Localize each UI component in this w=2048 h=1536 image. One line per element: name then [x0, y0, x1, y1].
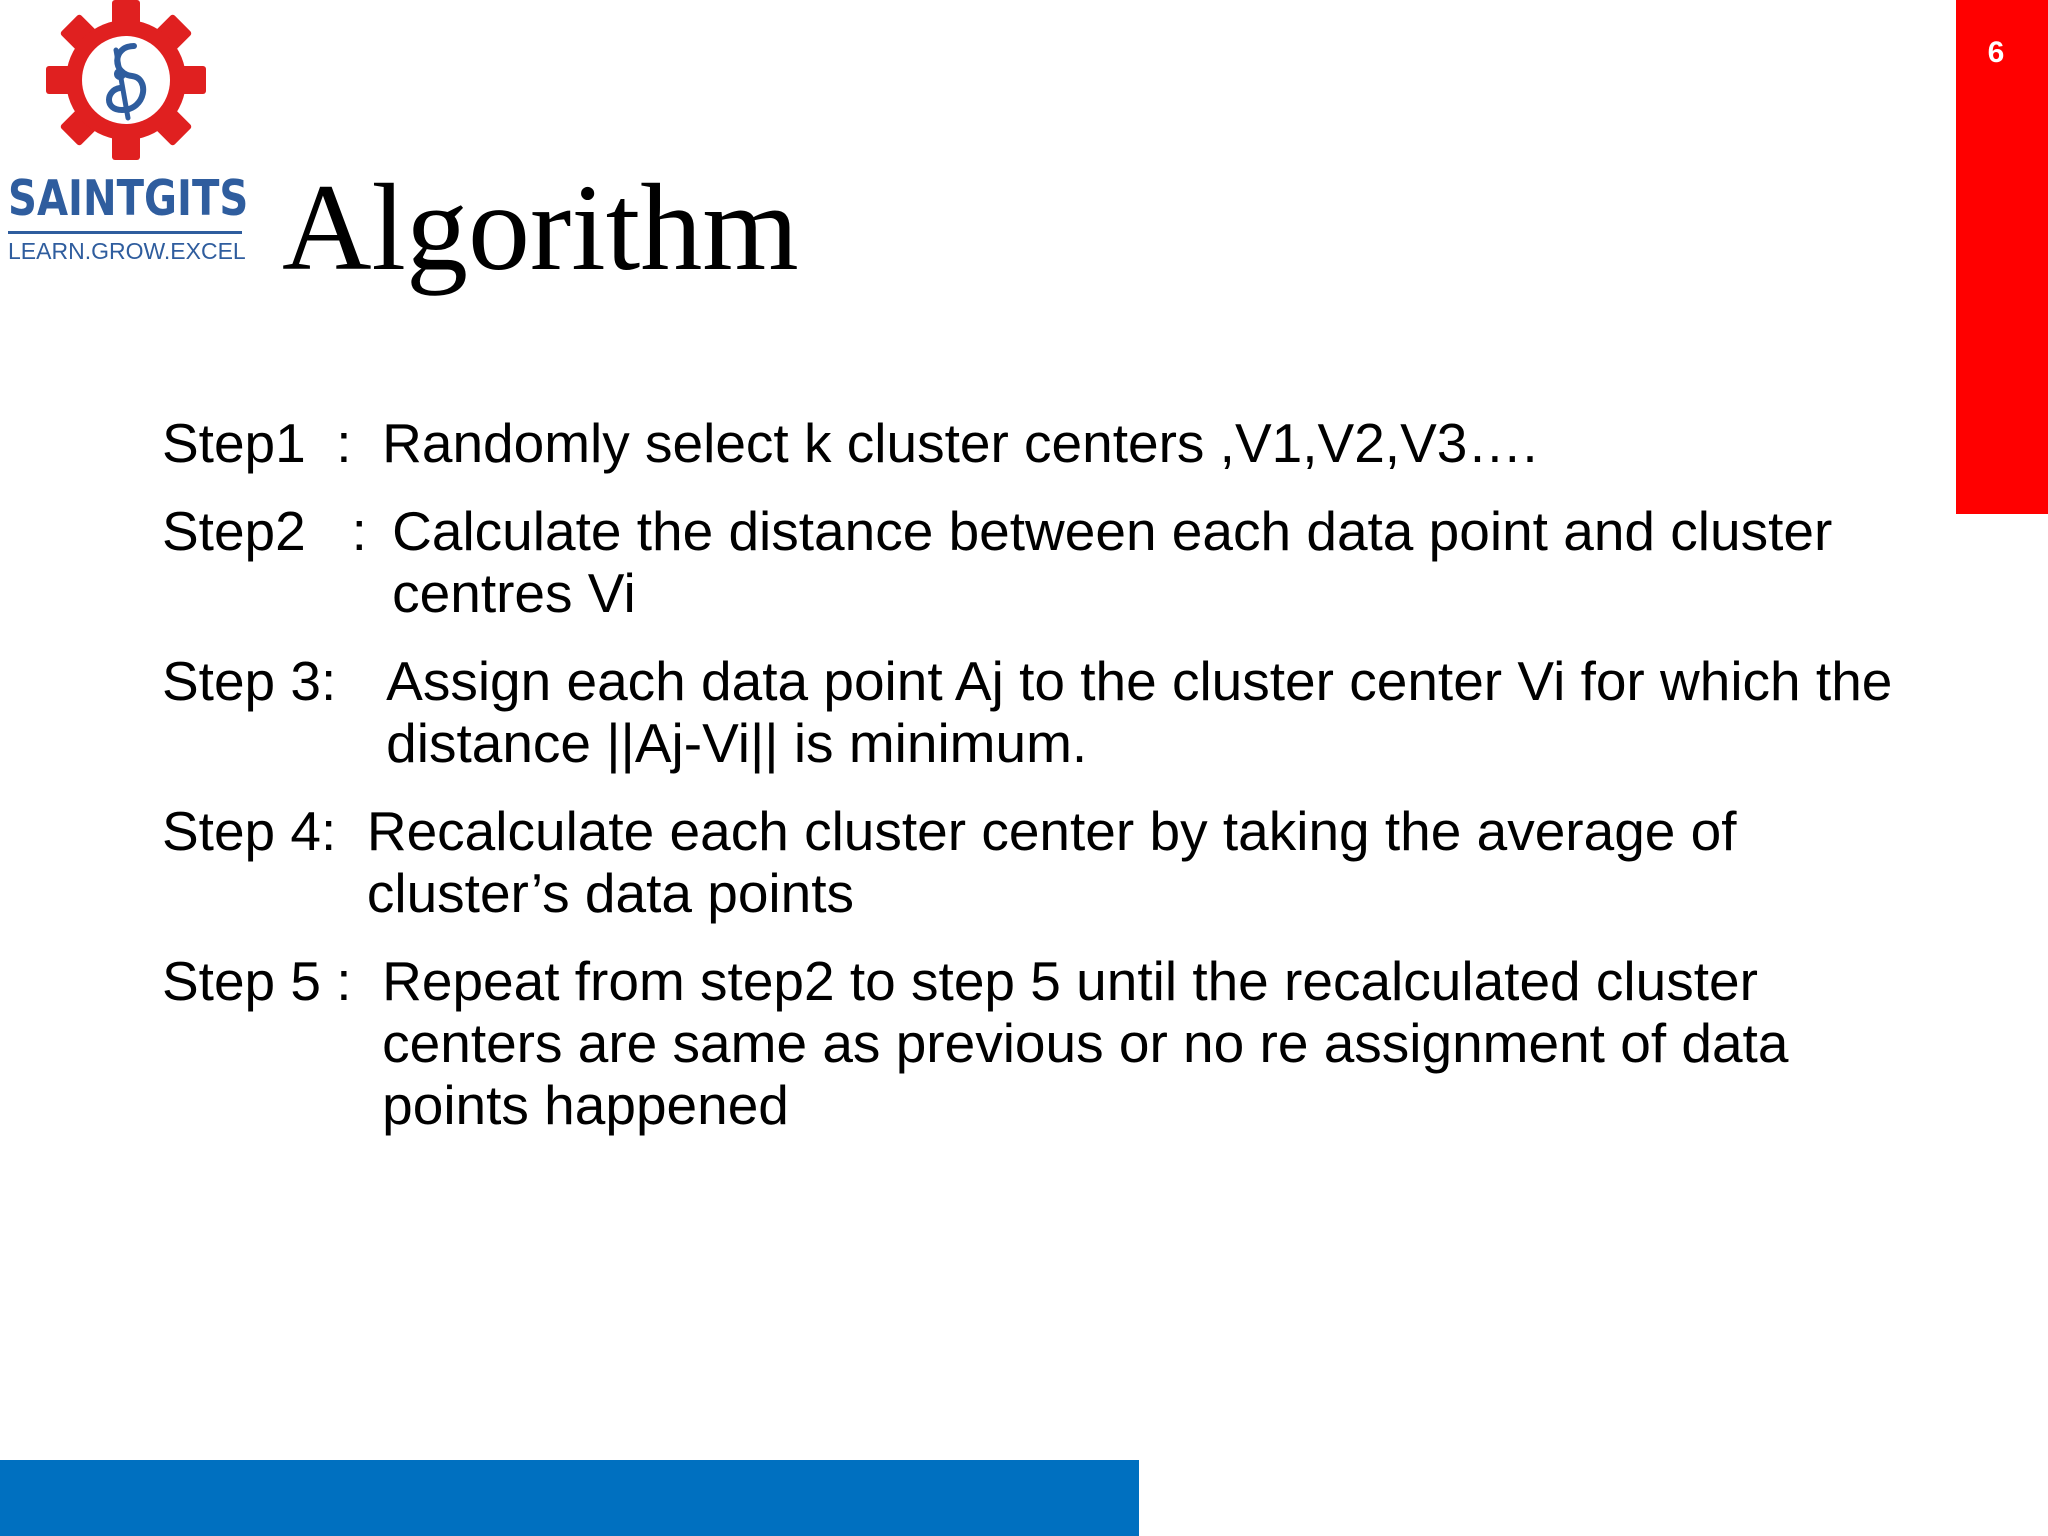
step-label: Step 4: [162, 800, 367, 862]
logo-wordmark: SAINTGITS [8, 170, 249, 227]
step-item [162, 650, 1902, 774]
step-label: Step 3: [162, 650, 383, 712]
steps-list [162, 412, 1902, 1162]
step-text: Assign each data point Aj to the cluster center Vi for which the distance ||Aj-Vi|| is minimum. [386, 650, 1893, 774]
step-text: Repeat from step2 to step 5 until the recalculated cluster centers are same as previous or no re assignment of data points happened [382, 950, 1789, 1136]
logo-divider [8, 231, 242, 234]
saintgits-logo [0, 0, 260, 280]
slide-title: Algorithm [282, 159, 799, 296]
step-text: Recalculate each cluster center by taking the average of cluster’s data points [366, 800, 1737, 924]
step-label: Step2 : [162, 500, 383, 562]
slide-number: 6 [1987, 36, 2005, 69]
step-label: Step1 : [162, 412, 383, 474]
step-item [162, 800, 1902, 924]
gear-logo-icon [40, 0, 212, 164]
footer-accent-bar [0, 1460, 1139, 1536]
slide-number-band [1956, 0, 2048, 514]
logo-tagline: LEARN.GROW.EXCEL [8, 238, 246, 264]
step-label: Step 5 : [162, 950, 383, 1012]
step-item [162, 950, 1902, 1136]
step-item [162, 412, 1902, 474]
step-item [162, 500, 1902, 624]
step-text: Randomly select k cluster centers ,V1,V2,V3…. [382, 412, 1538, 474]
step-text: Calculate the distance between each data point and cluster centres Vi [392, 500, 1833, 624]
